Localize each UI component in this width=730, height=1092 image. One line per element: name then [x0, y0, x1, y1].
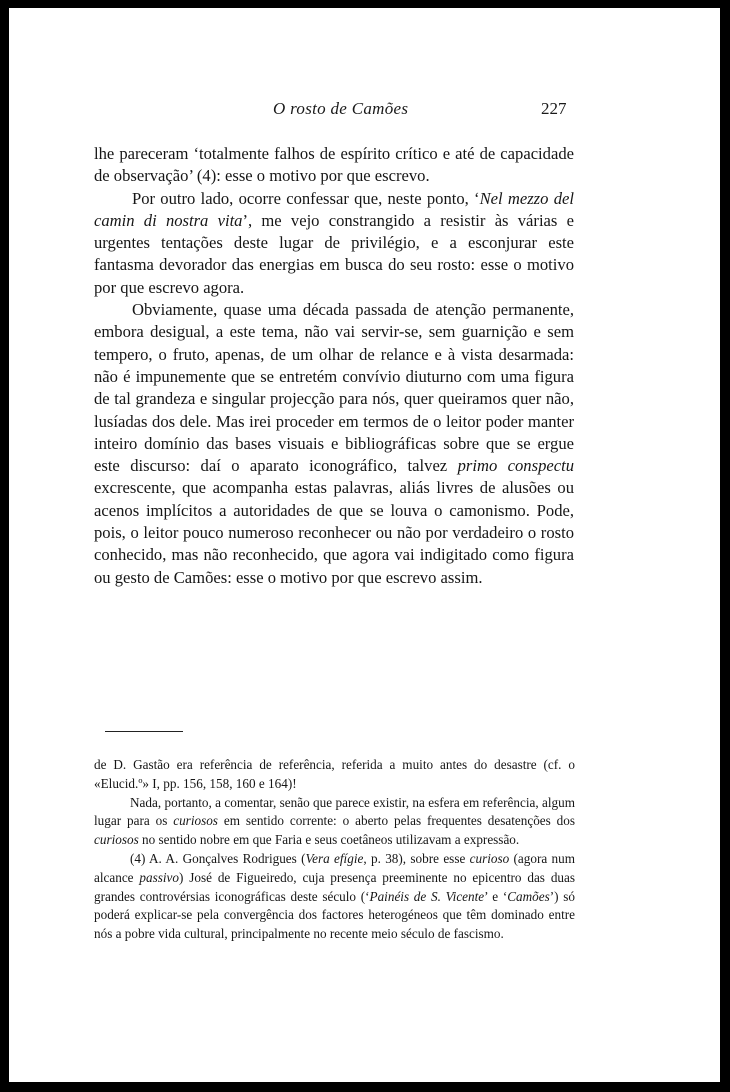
footnote-paragraph-text-a: Nada, portanto, a comentar, senão que parece existir, na esfera em referência, algum lugar para os: [94, 794, 575, 829]
footnote-4-text-c: (agora num alcance: [94, 850, 576, 885]
footnote-paragraph-text-b: em sentido corrente: o aberto pelas frequentes desatenções dos: [217, 813, 575, 829]
paragraph-3: [94, 299, 574, 589]
footnote-4-italic-d: Painéis de S. Vicente: [369, 888, 485, 904]
footnote-4-italic-a: Vera efígie: [305, 850, 364, 866]
paragraph-1: [94, 143, 574, 188]
paragraph-3-italic-latin: primo conspectu: [457, 456, 574, 476]
footnote-continuation: [94, 756, 575, 794]
paragraph-3-text-a: Obviamente, quase uma década passada de atenção permanente, embora desigual, a este tema, não vai servir-se, sem guarnição e sem tempero, o fruto, apenas, de um olhar de relance e à vista desarmada: não é impunemente que se entretém convívio diuturno com uma figura de tal grandeza e singular projecção para nós, quer queiramos quer não, lusíadas dos dele. Mas irei proceder em termos de o leitor poder manter inteiro domínio das bases visuais e bibliográficas sobre que se ergue este discurso: daí o aparato iconográfico, talvez: [94, 300, 574, 476]
paragraph-2-italic-quote: Nel mezzo del camin di nostra vita: [94, 188, 574, 230]
footnote-paragraph-italic-b: curiosos: [94, 832, 139, 848]
paragraph-2: [94, 188, 574, 299]
paragraph-1-text: lhe pareceram ‘totalmente falhos de espírito crítico e até de capacidade de observação’ (4): esse o motivo por que escrevo.: [94, 144, 574, 186]
footnote-separator: [105, 731, 183, 732]
footnote-continuation-text: de D. Gastão era referência de referência, referida a muito antes do desastre (cf. o «Elucid.º» I, pp. 156, 158, 160 e 164)!: [94, 757, 575, 791]
footnote-paragraph-text-c: no sentido nobre em que Faria e seus coetâneos utilizavam a expressão.: [138, 832, 520, 848]
page-header: [9, 99, 720, 123]
footnote-paragraph: [94, 794, 575, 850]
footnote-4-text-f: ’) só poderá explicar-se pela convergência dos factores heterogéneos que têm dominado entre nós a pobre vida cultural, principalmente no recente meio século de fascismo.: [94, 888, 575, 942]
footnote-4-italic-c: passivo: [139, 869, 179, 885]
footnotes: [94, 756, 575, 944]
running-title: O rosto de Camões: [273, 99, 409, 118]
paragraph-3-text-b: excrescente, que acompanha estas palavras, aliás livres de alusões ou acenos implícitos a autoridades de que se louva o camonismo. Pode, pois, o leitor pouco numeroso reconhecer ou não por verdadeiro o rosto conhecido, mas não reconhecido, que agora vai indigitado como figura ou gesto de Camões: esse o motivo por que escrevo assim.: [94, 478, 574, 587]
footnote-4-italic-b: curioso: [469, 850, 510, 866]
paragraph-2-text-b: ’, me vejo constrangido a resistir às várias e urgentes tentações deste lugar de privilégio, e a esconjurar este fantasma devorador das energias em busca do seu rosto: esse o motivo por que escrevo agora.: [94, 210, 574, 297]
main-text: [94, 143, 574, 589]
book-page: [9, 8, 720, 1082]
footnote-4-text-e: ’ e ‘: [484, 888, 508, 904]
footnote-4-text-d: ) José de Figueiredo, cuja presença preeminente no epicentro das duas grandes controvérsias iconográficas deste século (‘: [94, 869, 575, 904]
footnote-4-italic-e: Camões: [507, 888, 550, 904]
footnote-4-text-b: , p. 38), sobre esse: [363, 850, 470, 866]
footnote-4: [94, 850, 575, 944]
page-number: 227: [541, 99, 567, 118]
footnote-paragraph-italic-a: curiosos: [173, 813, 218, 829]
footnote-4-text-a: (4) A. A. Gonçalves Rodrigues (: [130, 850, 306, 866]
paragraph-2-text-a: Por outro lado, ocorre confessar que, neste ponto, ‘: [132, 188, 480, 208]
